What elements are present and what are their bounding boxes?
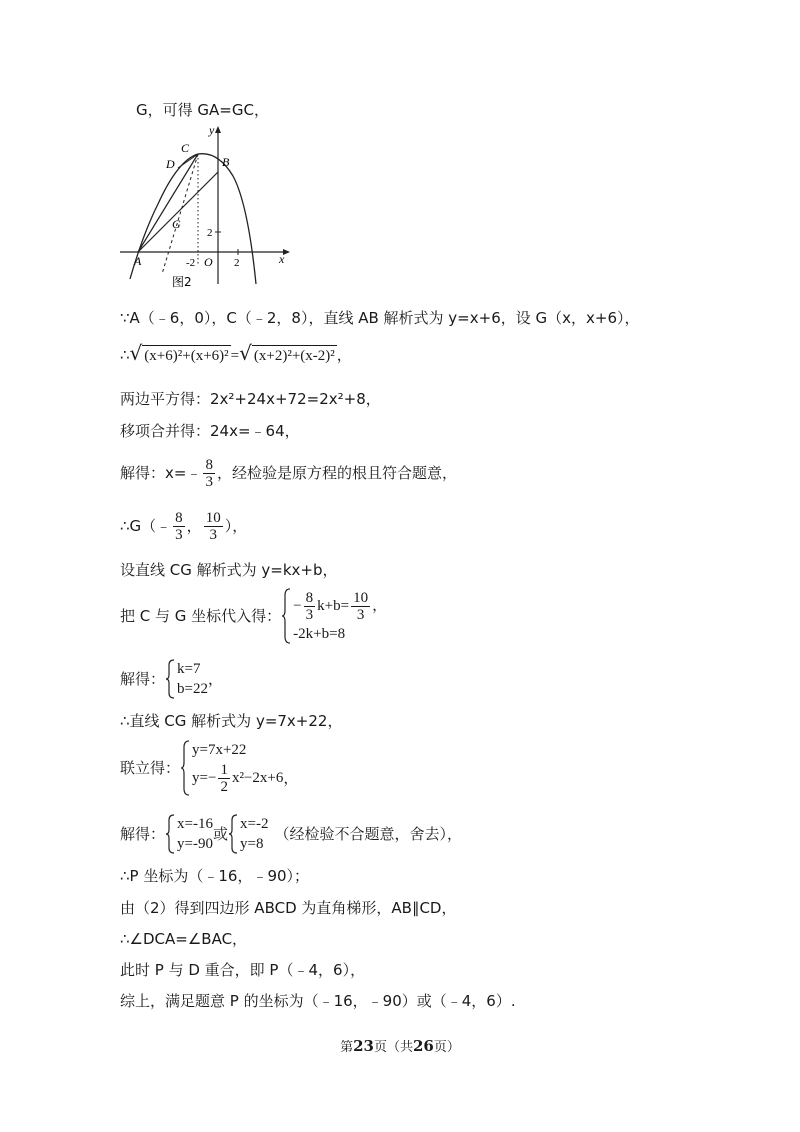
frac-num: 10 <box>205 510 221 526</box>
system-joint <box>180 740 283 796</box>
figure-caption: 图2 <box>172 275 192 289</box>
solution-a-x: x=-16 <box>177 816 213 832</box>
solution-b-y: y=8 <box>240 836 264 852</box>
label-c: C <box>181 141 190 155</box>
label-b: B <box>222 155 230 169</box>
system-row-1: y=7x+22 <box>192 742 247 758</box>
frac-den: 3 <box>175 527 183 543</box>
line-5 <box>120 454 457 492</box>
label-y2: 2 <box>207 227 213 239</box>
line-15-text: ∴∠DCA=∠BAC， <box>120 930 248 948</box>
intro-text: G，可得 GA=GC， <box>136 101 269 119</box>
fraction-1-2 <box>218 762 230 795</box>
line-13-text: ∴P 坐标为（﹣16，﹣90）； <box>120 867 310 885</box>
frac-den: 3 <box>209 527 217 543</box>
line-9-post: ， <box>207 670 223 688</box>
label-a: A <box>134 254 142 268</box>
line-1 <box>120 308 640 328</box>
frac-den: 3 <box>305 607 314 624</box>
line-1-text: ∵A（﹣6，0），C（﹣2，8），直线 AB 解析式为 y=x+6，设 G（x，x+6）， <box>120 309 640 327</box>
total-pages: 26 <box>413 1037 434 1055</box>
line-2-end: ， <box>336 346 352 364</box>
line-cd <box>178 154 198 168</box>
brace-icon <box>165 659 175 699</box>
line-7 <box>120 560 338 580</box>
line-10-text: ∴直线 CG 解析式为 y=7x+22， <box>120 712 343 730</box>
frac-num: 8 <box>205 457 213 473</box>
system-row-2: -2k+b=8 <box>293 626 346 642</box>
label-d: D <box>166 157 175 171</box>
frac-num: 10 <box>353 590 369 607</box>
line-12-post: （经检验不合题意，舍去）， <box>274 825 462 843</box>
parabola-figure <box>118 124 293 292</box>
line-ab <box>138 172 218 252</box>
line-9-pre: 解得： <box>120 670 166 688</box>
fraction-g-y <box>204 510 223 543</box>
label-x2: 2 <box>234 257 240 269</box>
line-6-mid: ， <box>186 517 202 535</box>
brace-icon <box>165 814 175 854</box>
solution-a-y: y=-90 <box>177 836 213 852</box>
row-2-pre: y=− <box>192 770 217 786</box>
sqrt-symbol-left: √ <box>129 341 143 365</box>
line-cg-dashed <box>162 154 198 274</box>
footer-mid: 页（共 <box>373 1040 413 1055</box>
system-row-2 <box>192 760 283 796</box>
line-8 <box>120 588 387 644</box>
line-6-pre: ∴G（﹣ <box>120 517 172 535</box>
line-6-post: ）， <box>224 517 248 535</box>
sqrt-symbol-right: √ <box>239 341 252 365</box>
line-11-post: ， <box>283 769 299 787</box>
frac-den: 2 <box>220 779 228 796</box>
frac-num: 8 <box>305 590 314 607</box>
therefore-symbol: ∴ <box>120 346 130 364</box>
brace-icon <box>180 740 190 796</box>
line-16 <box>120 960 365 980</box>
system-kb <box>165 659 208 699</box>
row-1-mid: k+b= <box>317 598 350 614</box>
line-9 <box>120 659 223 699</box>
line-17 <box>120 991 516 1011</box>
y-axis-arrow <box>215 126 221 133</box>
line-11 <box>120 740 298 796</box>
frac-den: 3 <box>356 607 365 624</box>
label-y: y <box>209 124 215 137</box>
solution-b <box>228 814 268 854</box>
line-13 <box>120 866 309 886</box>
intro-line <box>136 100 269 120</box>
fraction-10-3 <box>351 590 370 623</box>
line-14-text: 由（2）得到四边形 ABCD 为直角梯形，AB∥CD， <box>120 899 457 917</box>
solution-a <box>165 814 213 854</box>
line-7-text: 设直线 CG 解析式为 y=kx+b， <box>120 561 338 579</box>
system-row-1: k=7 <box>177 661 201 677</box>
page-number: 23 <box>353 1037 374 1055</box>
brace-icon <box>228 814 238 854</box>
frac-num: 1 <box>220 762 228 779</box>
or-word: 或 <box>212 825 228 843</box>
line-11-pre: 联立得： <box>120 759 181 777</box>
minus-sign: − <box>293 598 302 614</box>
row-2-post: x²−2x+6 <box>231 770 284 786</box>
line-15 <box>120 929 247 949</box>
line-14 <box>120 898 456 918</box>
page-footer <box>0 1036 800 1055</box>
footer-pre: 第 <box>340 1040 354 1055</box>
line-12-pre: 解得： <box>120 825 166 843</box>
line-2 <box>120 343 352 366</box>
fraction-8-3 <box>304 590 316 623</box>
line-12 <box>120 814 462 854</box>
line-3-text: 两边平方得：2x²+24x+72=2x²+8， <box>120 390 381 408</box>
brace-icon <box>281 588 291 644</box>
fraction-g-x <box>173 510 185 543</box>
label-neg2: -2 <box>186 257 196 269</box>
label-g: G <box>172 217 181 231</box>
fraction-8-3 <box>203 457 215 490</box>
system-row-1 <box>293 588 387 624</box>
system-row-2: b=22 <box>177 681 208 697</box>
system-cg <box>281 588 387 644</box>
label-o: O <box>204 255 213 269</box>
sqrt-left: (x+6)²+(x+6)² <box>142 345 230 366</box>
line-3 <box>120 389 381 409</box>
frac-num: 8 <box>175 510 183 526</box>
line-5-post: ，经检验是原方程的根且符合题意， <box>216 464 457 482</box>
equals-sign: = <box>230 348 240 364</box>
line-5-pre: 解得：x=﹣ <box>120 464 202 482</box>
line-10 <box>120 711 342 731</box>
sqrt-right: (x+2)²+(x-2)² <box>252 345 337 366</box>
footer-post: 页） <box>433 1040 460 1055</box>
line-8-pre: 把 C 与 G 坐标代入得： <box>120 607 282 625</box>
line-17-text: 综上，满足题意 P 的坐标为（﹣16，﹣90）或（﹣4，6）. <box>120 992 516 1010</box>
row-1-post: ， <box>372 598 388 614</box>
label-x: x <box>279 252 285 266</box>
frac-den: 3 <box>205 474 213 490</box>
solution-b-x: x=-2 <box>240 816 269 832</box>
line-4 <box>120 421 300 441</box>
line-16-text: 此时 P 与 D 重合，即 P（﹣4，6）， <box>120 961 366 979</box>
line-6 <box>120 507 247 545</box>
line-4-text: 移项合并得：24x=﹣64， <box>120 422 300 440</box>
